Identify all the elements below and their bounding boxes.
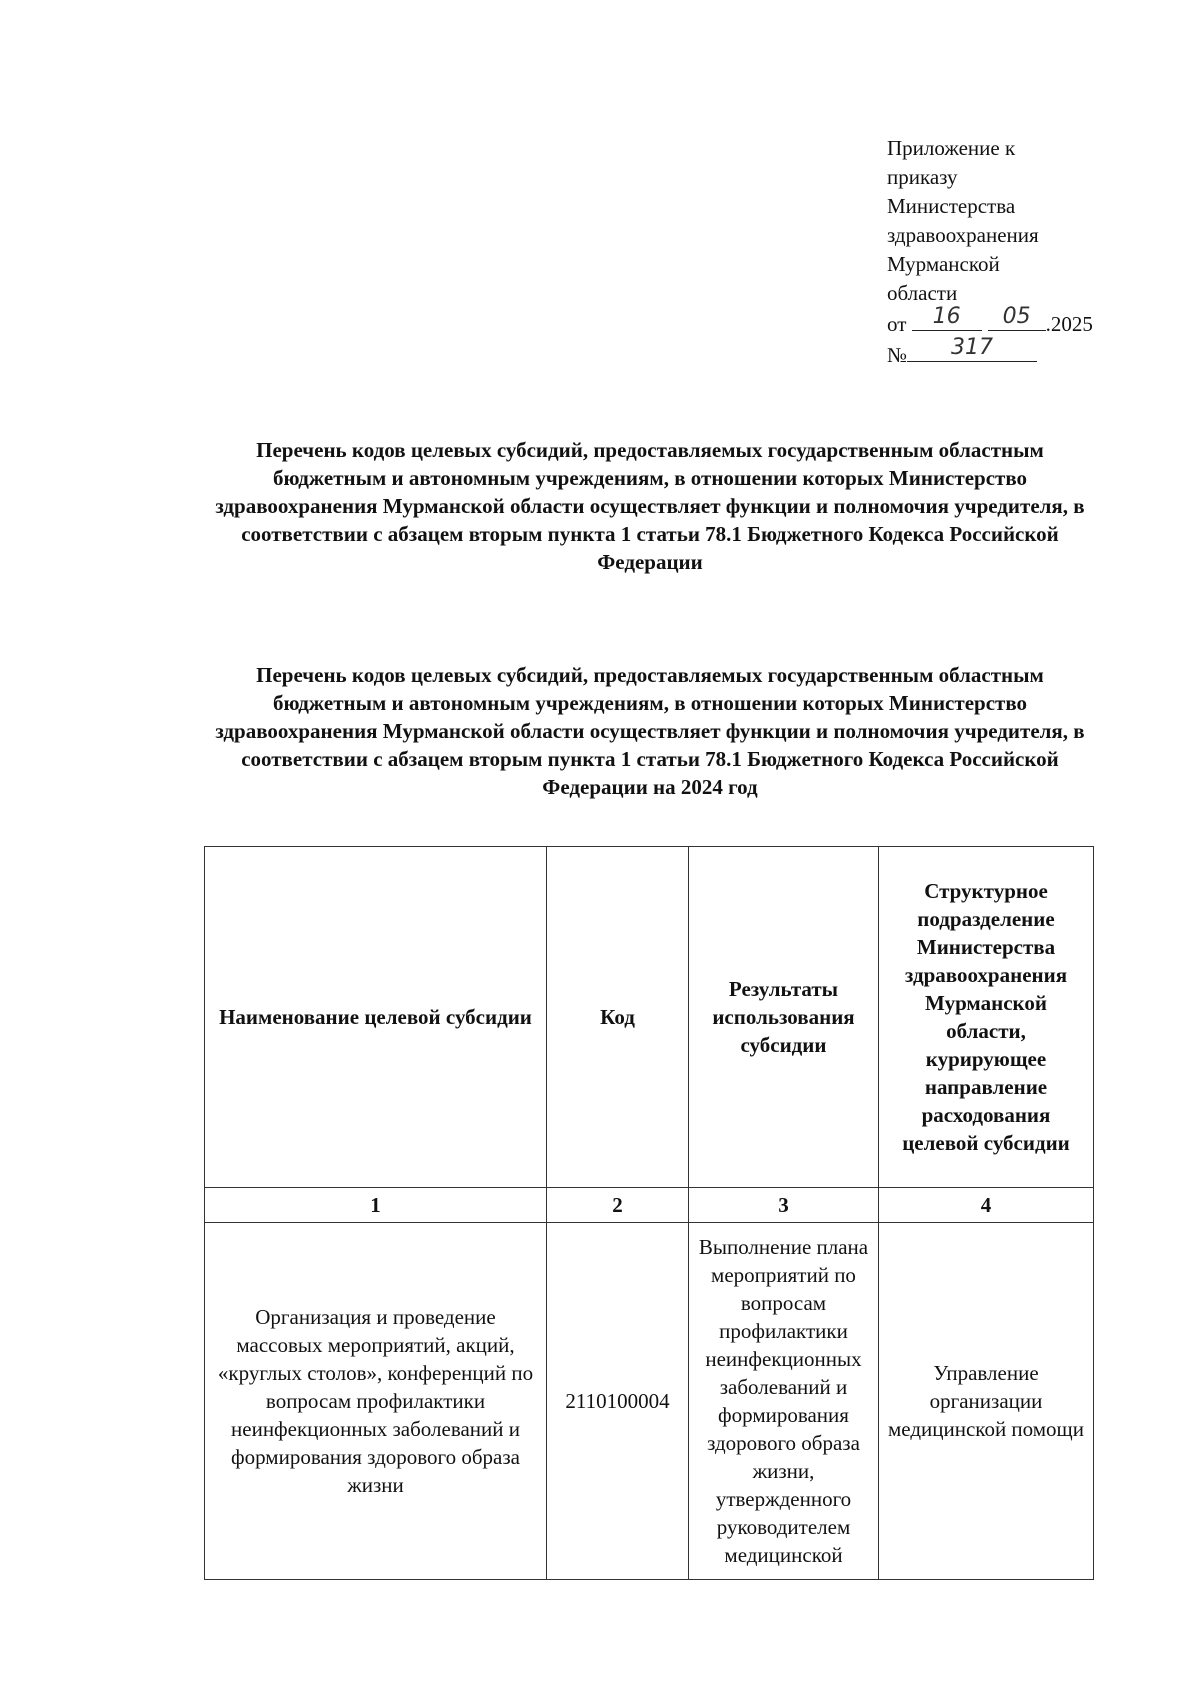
header-department: Структурное подразделение Министерства здравоохранения Мурманской области, курирующее направление расходования целевой субсидии — [879, 847, 1094, 1188]
column-number: 2 — [547, 1188, 689, 1223]
order-number: 317 — [951, 335, 994, 360]
table-column-numbers-row — [205, 1188, 1094, 1223]
date-prefix: от — [887, 312, 907, 336]
appendix-line: приказу — [887, 165, 958, 189]
cell-department: Управление организации медицинской помощи — [879, 1223, 1094, 1580]
cell-subsidy-name: Организация и проведение массовых мероприятий, акций, «круглых столов», конференций по вопросам профилактики неинфекционных заболеваний и формирования здорового образа жизни — [205, 1223, 547, 1580]
subsidy-codes-table — [204, 846, 1094, 1580]
column-number: 1 — [205, 1188, 547, 1223]
column-number: 3 — [689, 1188, 879, 1223]
header-results: Результаты использования субсидии — [689, 847, 879, 1188]
appendix-block — [887, 134, 1093, 370]
document-title: Перечень кодов целевых субсидий, предоставляемых государственным областным бюджетным и автономным учреждениям, в отношении которых Министерство здравоохранения Мурманской области осуществляет функции и полномочия учредителя, в соответствии с абзацем вторым пункта 1 статьи 78.1 Бюджетного Кодекса Российской Федерации — [215, 438, 1085, 574]
appendix-line: области — [887, 281, 958, 305]
document-title-2024: Перечень кодов целевых субсидий, предоставляемых государственным областным бюджетным и автономным учреждениям, в отношении которых Министерство здравоохранения Мурманской области осуществляет функции и полномочия учредителя, в соответствии с абзацем вторым пункта 1 статьи 78.1 Бюджетного Кодекса Российской Федерации на 2024 год — [215, 663, 1085, 799]
cell-code: 2110100004 — [547, 1223, 689, 1580]
appendix-line: здравоохранения — [887, 223, 1039, 247]
header-subsidy-name: Наименование целевой субсидии — [205, 847, 547, 1188]
cell-results: Выполнение плана мероприятий по вопросам профилактики неинфекционных заболеваний и формирования здорового образа жизни, утвержденного руководителем медицинской — [689, 1223, 879, 1580]
table-header-row — [205, 847, 1094, 1188]
number-prefix: № — [887, 343, 908, 367]
date-day: 16 — [932, 304, 961, 329]
appendix-line: Министерства — [887, 194, 1016, 218]
appendix-line: Приложение к — [887, 136, 1016, 160]
date-month: 05 — [1002, 304, 1031, 329]
date-month-field — [988, 304, 1046, 331]
date-day-field — [912, 304, 982, 331]
appendix-number — [887, 335, 1093, 370]
number-field — [907, 335, 1037, 362]
header-code: Код — [547, 847, 689, 1188]
date-year: .2025 — [1045, 312, 1093, 336]
column-number: 4 — [879, 1188, 1094, 1223]
appendix-line: Мурманской — [887, 252, 1000, 276]
table-row — [205, 1223, 1094, 1580]
